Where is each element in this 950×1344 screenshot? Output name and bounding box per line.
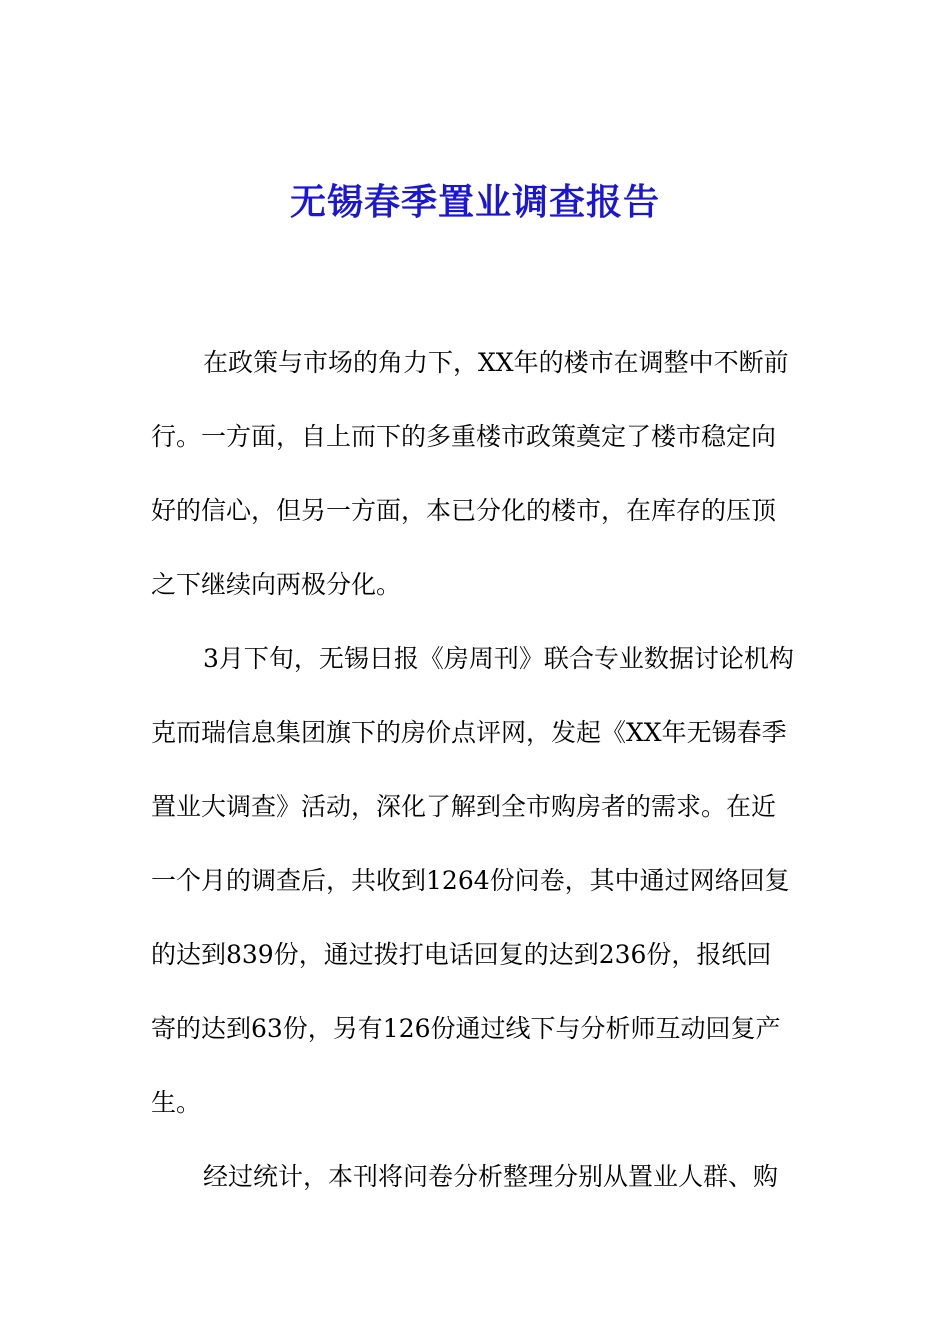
- paragraph-line: 在政策与市场的角力下，XX年的楼市在调整中不断前: [203, 348, 789, 377]
- document-title: 无锡春季置业调查报告: [289, 181, 660, 223]
- paragraph-2: [151, 622, 811, 1140]
- paragraph-line: 克而瑞信息集团旗下的房价点评网，发起《XX年无锡春季: [151, 718, 787, 747]
- paragraph-line: 好的信心，但另一方面，本已分化的楼市，在库存的压顶: [151, 496, 777, 525]
- document-body: [151, 326, 811, 1214]
- paragraph-line: 生。: [151, 1088, 202, 1117]
- paragraph-line: 置业大调查》活动，深化了解到全市购房者的需求。在近: [151, 792, 777, 821]
- paragraph-line: 的达到839份，通过拨打电话回复的达到236份，报纸回: [151, 940, 772, 969]
- paragraph-line: 一个月的调查后，共收到1264份问卷，其中通过网络回复: [151, 866, 790, 895]
- paragraph-line: 寄的达到63份，另有126份通过线下与分析师互动回复产: [151, 1014, 781, 1043]
- paragraph-line: 经过统计，本刊将问卷分析整理分别从置业人群、购: [203, 1162, 779, 1191]
- paragraph-3: [151, 1140, 811, 1214]
- paragraph-line: 行。一方面，自上而下的多重楼市政策奠定了楼市稳定向: [151, 422, 777, 451]
- paragraph-line: 3月下旬，无锡日报《房周刊》联合专业数据讨论机构: [203, 644, 794, 673]
- paragraph-1: [151, 326, 811, 622]
- paragraph-line: 之下继续向两极分化。: [151, 570, 402, 599]
